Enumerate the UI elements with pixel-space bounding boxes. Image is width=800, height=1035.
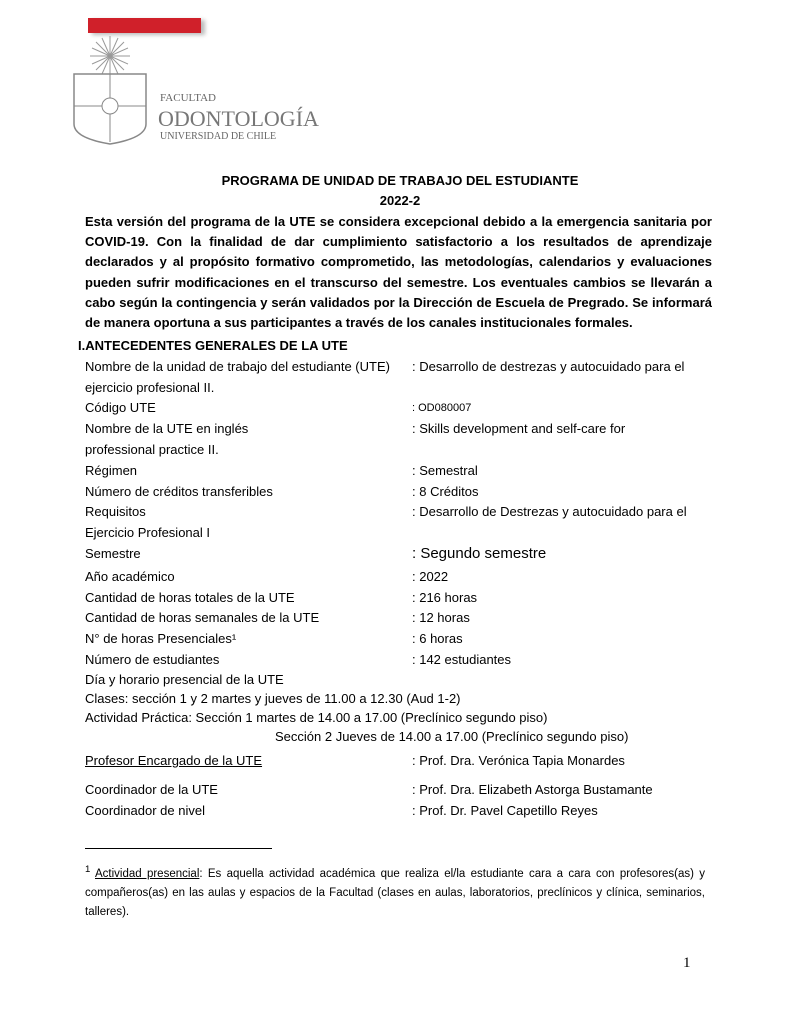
field-label: N° de horas Presenciales¹ [85,631,237,646]
field-label: Número de créditos transferibles [85,484,273,499]
field-value: : Desarrollo de destrezas y autocuidado para el [412,359,685,374]
field-label: Semestre [85,546,141,561]
field-label: Cantidad de horas totales de la UTE [85,590,295,605]
page-number: 1 [683,955,691,971]
field-label: Cantidad de horas semanales de la UTE [85,610,320,625]
field-value: : Prof. Dra. Verónica Tapia Monardes [412,753,625,768]
field-value: : 6 horas [412,631,463,646]
field-label: Requisitos [85,504,146,519]
logo-faculty-name: ODONTOLOGÍA [158,106,319,131]
footnote [85,860,705,922]
footnote-divider [85,848,272,849]
field-label: Nombre de la UTE en inglés [85,421,249,436]
field-label: Nombre de la unidad de trabajo del estudiante (UTE) [85,359,390,374]
field-label: Año académico [85,569,175,584]
field-value: : Semestral [412,463,478,478]
footnote-term: Actividad presencial [95,867,200,880]
schedule-practice-section2: Sección 2 Jueves de 14.00 a 17.00 (Preclínico segundo piso) [275,729,629,744]
field-value: : OD080007 [412,402,472,414]
field-label: professional practice II. [85,442,219,457]
schedule-classes: Clases: sección 1 y 2 martes y jueves de 11.00 a 12.30 (Aud 1-2) [85,691,461,706]
field-value: : Desarrollo de Destrezas y autocuidado para el [412,504,687,519]
field-value: : 2022 [412,569,449,584]
schedule-practice: Actividad Práctica: Sección 1 martes de 14.00 a 17.00 (Preclínico segundo piso) [85,710,548,725]
section-heading: I.ANTECEDENTES GENERALES DE LA UTE [78,338,348,353]
header-red-bar [88,18,201,33]
field-value: : Prof. Dra. Elizabeth Astorga Bustamante [412,782,653,797]
field-value: : 8 Créditos [412,484,479,499]
field-value: : Prof. Dr. Pavel Capetillo Reyes [412,803,598,818]
footnote-mark: 1 [85,864,91,875]
field-label: Ejercicio Profesional I [85,525,210,540]
field-value: : Segundo semestre [412,545,547,562]
field-label: ejercicio profesional II. [85,380,215,395]
logo-faculty-label: FACULTAD [160,92,216,104]
intro-paragraph: Esta versión del programa de la UTE se considera excepcional debido a la emergencia sanitaria por COVID-19. Con la finalidad de dar cumplimiento satisfactorio a los resultados de aprendizaje declarados y al propósito formativo comprometido, las metodologías, calendarios y evaluaciones pueden sufrir modificaciones en el transcurso del semestre. Los eventuales cambios se llevarán a cabo según la contingencia y serán validados por la Dirección de Escuela de Pregrado. Se informará de manera oportuna a sus participantes a través de los canales institucionales formales. [85,214,712,331]
field-label: Número de estudiantes [85,652,220,667]
document-period: 2022-2 [379,193,421,208]
footnote-text: : Es aquella actividad académica que realiza el/la estudiante cara a cara con profesores(as) y compañeros(as) en las aulas y espacios de la Facultad (clases en aulas, laboratorios, preclínicos y clínica, seminarios, talleres). [85,867,706,918]
field-value: : 142 estudiantes [412,652,512,667]
logo-university-name: UNIVERSIDAD DE CHILE [160,131,277,142]
field-label: Régimen [85,463,138,478]
field-label: Profesor Encargado de la UTE [85,753,263,768]
faculty-logo [68,36,319,154]
field-label: Coordinador de nivel [85,803,205,818]
document-title: PROGRAMA DE UNIDAD DE TRABAJO DEL ESTUDIANTE [221,173,579,188]
field-value: : Skills development and self-care for [412,421,626,436]
field-label: Día y horario presencial de la UTE [85,672,284,687]
field-value: : 216 horas [412,590,478,605]
field-label: Coordinador de la UTE [85,782,218,797]
field-label: Código UTE [85,400,156,415]
field-value: : 12 horas [412,610,470,625]
